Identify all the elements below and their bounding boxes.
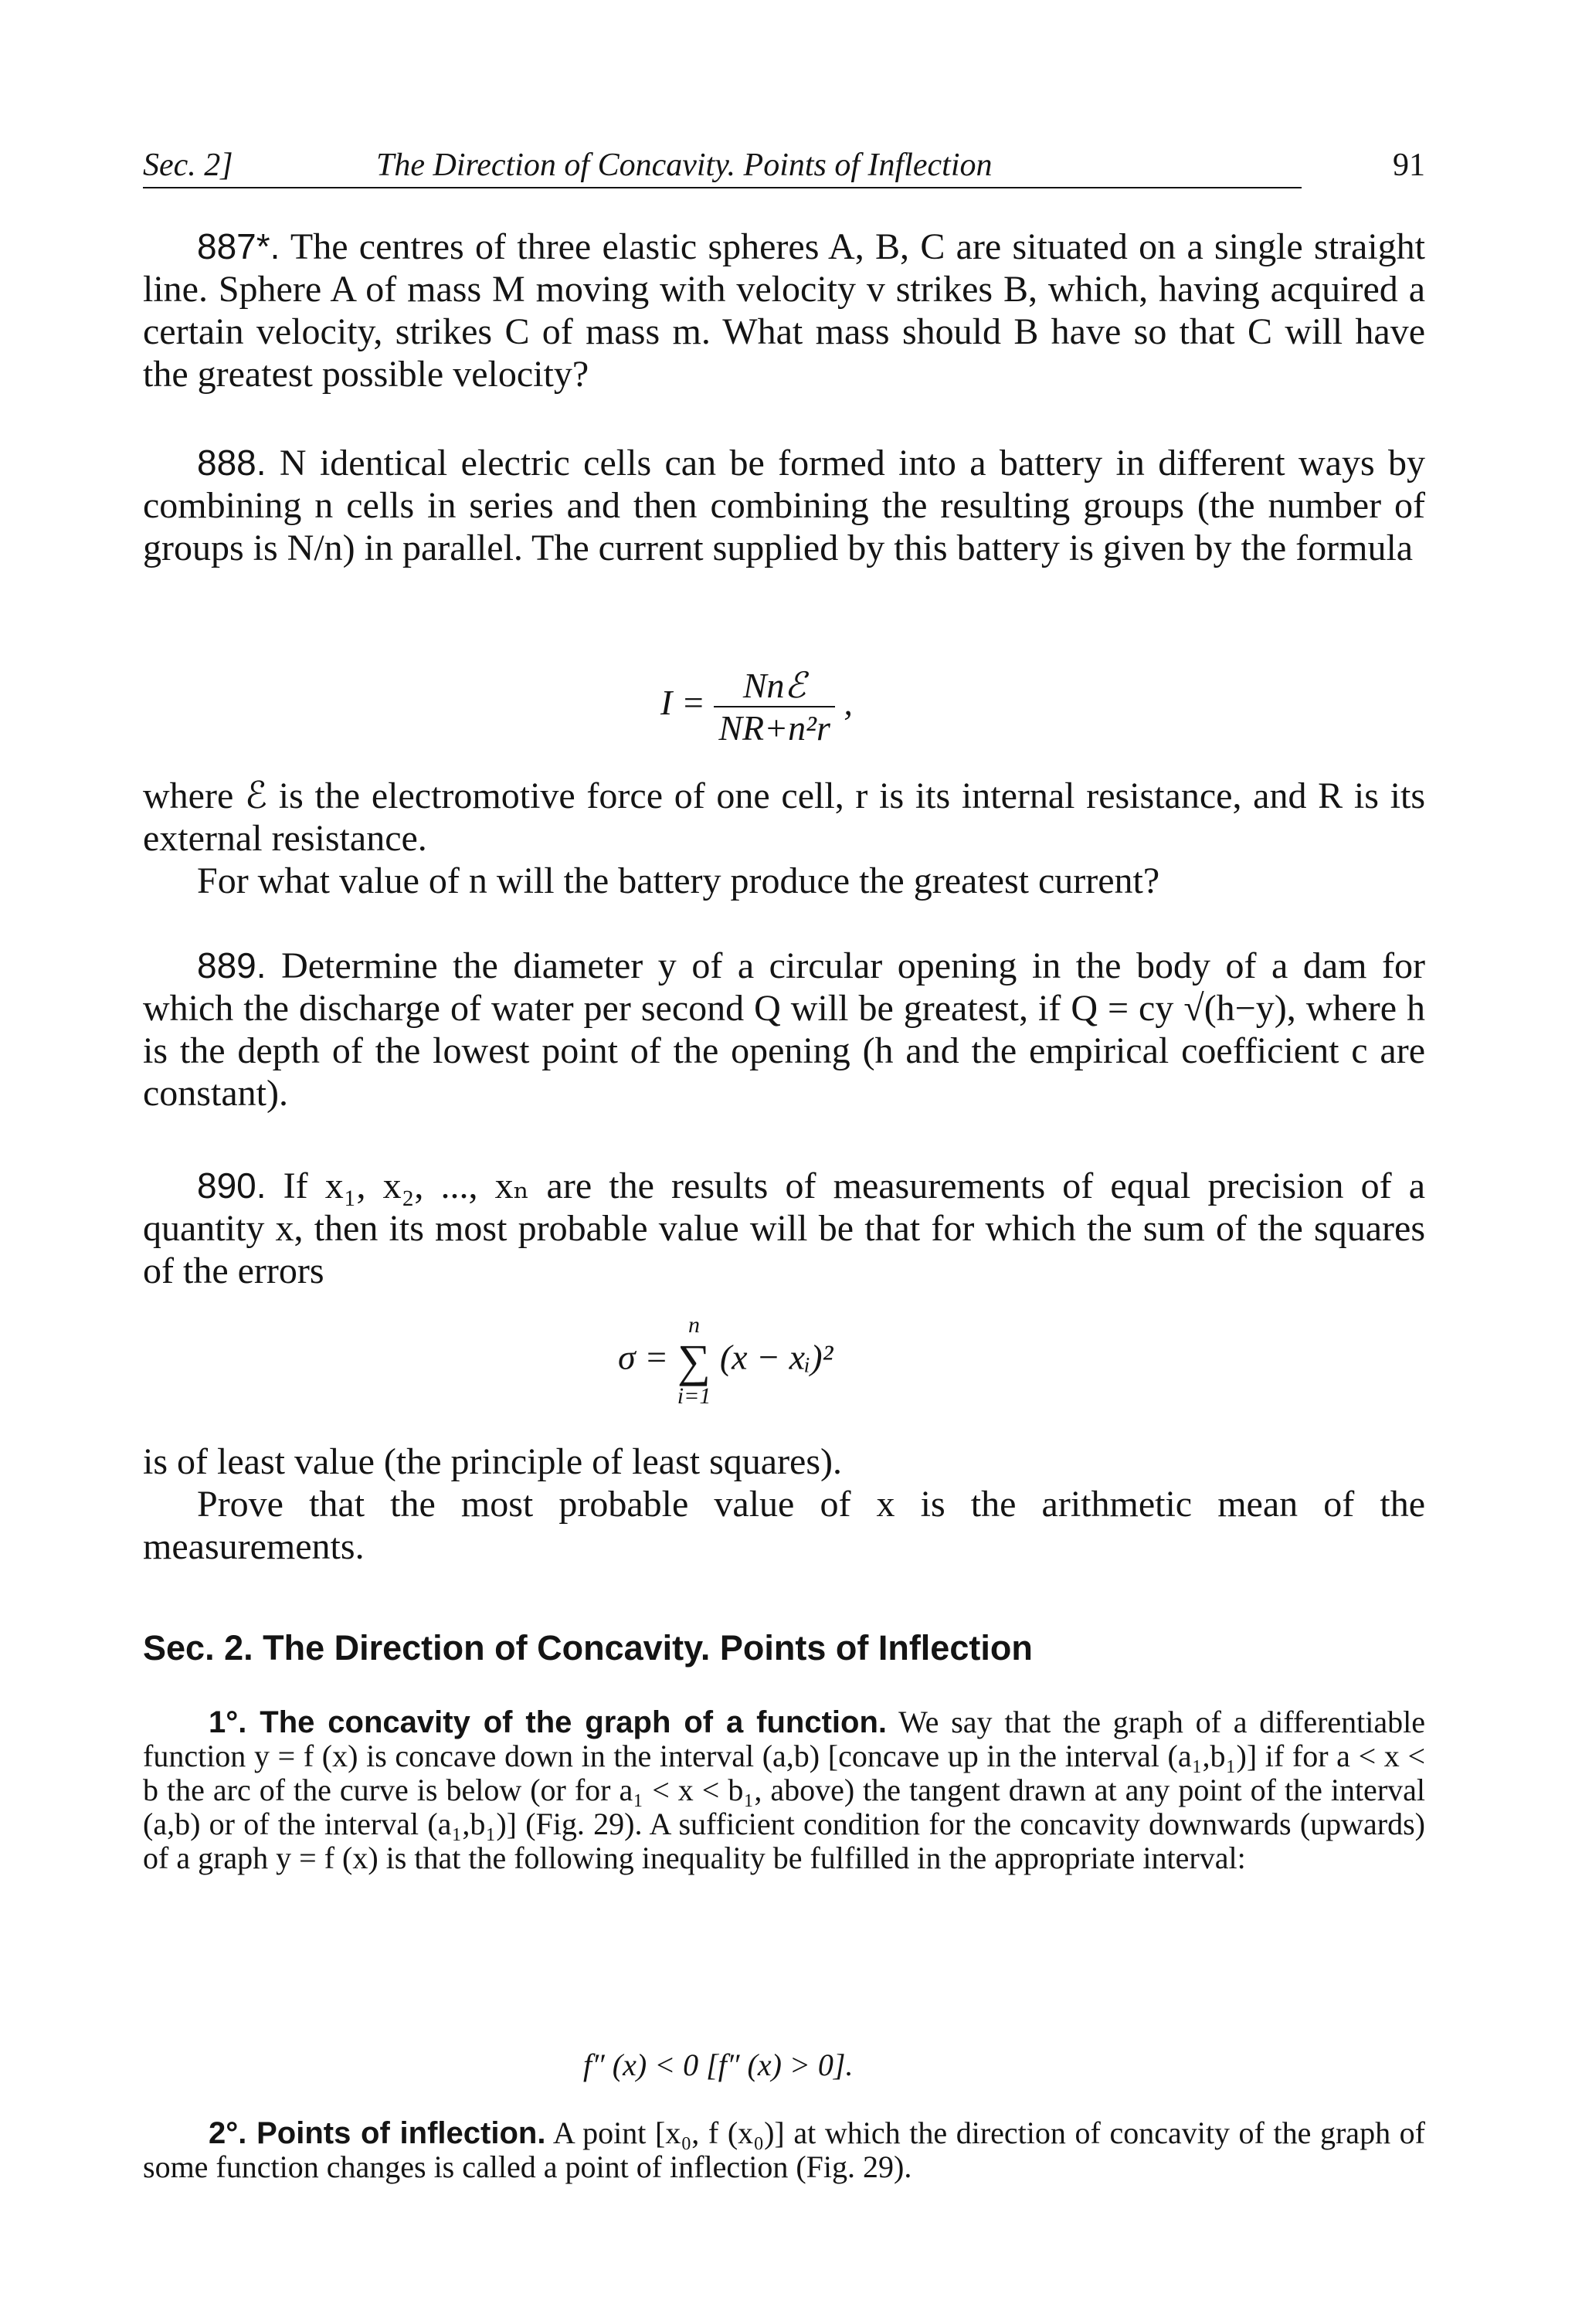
section-heading: Sec. 2. The Direction of Concavity. Points of Inflection	[143, 1628, 1033, 1668]
item-label: 1°. The concavity of the graph of a function.	[209, 1705, 888, 1739]
problem-number: 887*.	[197, 226, 280, 266]
item-label: 2°. Points of inflection.	[209, 2116, 546, 2150]
header-section: Sec. 2]	[143, 148, 233, 183]
problem-text: Prove that the most probable value of x is the arithmetic mean of the measurements.	[143, 1484, 1425, 1567]
least-squares-formula	[618, 1313, 833, 1409]
problem-890-question	[143, 1483, 1425, 1568]
sum-lower-limit: i=1	[677, 1383, 711, 1409]
sigma-symbol: ∑	[677, 1335, 711, 1386]
formula-numerator: Nnℰ	[714, 664, 835, 707]
concavity-condition-formula: f″ (x) < 0 [f″ (x) > 0].	[583, 2047, 854, 2082]
summation	[677, 1313, 711, 1409]
problem-number: 888.	[197, 443, 266, 483]
concavity-definition	[143, 1705, 1425, 1875]
header-title: The Direction of Concavity. Points of Inflection	[376, 148, 993, 183]
formula-fraction	[714, 664, 835, 748]
current-formula	[660, 664, 853, 748]
problem-text: where ℰ is the electromotive force of one cell, r is its internal resistance, and R is its external resistance.	[143, 775, 1425, 859]
header-rule	[143, 187, 1302, 188]
problem-890-continuation	[143, 1440, 1425, 1483]
problem-text: Determine the diameter y of a circular opening in the body of a dam for which the discharge of water per second Q will be greatest, if Q = cy √(h−y), where h is the depth of the lowest point of the opening (h and the empirical coefficient c are constant).	[143, 945, 1426, 1114]
problem-text: If x₁, x₂, ..., xₙ are the results of measurements of equal precision of a quantity x, then its most probable value will be that for which the sum of the squares of the errors	[143, 1165, 1426, 1291]
formula-tail: ,	[844, 683, 853, 723]
item-text: A point [x₀, f (x₀)] at which the direction of concavity of the graph of some function changes is called a point of inflection (Fig. 29).	[143, 2115, 1426, 2184]
page-number: 91	[1393, 148, 1425, 183]
problem-890	[143, 1165, 1425, 1292]
problem-text: The centres of three elastic spheres A, B, C are situated on a single straight line. Sphere A of mass M moving with velocity v strikes B, which, having acquired a certain velocity, strikes C of mass m. What mass should B have so that C will have the greatest possible velocity?	[143, 226, 1425, 395]
problem-888	[143, 442, 1425, 569]
problem-text: For what value of n will the battery produce the greatest current?	[197, 860, 1160, 901]
problem-text: N identical electric cells can be formed into a battery in different ways by combining n cells in series and then combining the resulting groups (the number of groups is N/n) in parallel. The current supplied by this battery is given by the formula	[143, 443, 1425, 568]
formula-denominator: NR+n²r	[718, 708, 830, 748]
problem-number: 889.	[197, 945, 266, 986]
problem-888-explanation	[143, 775, 1425, 860]
formula-body: (x − xᵢ)²	[719, 1337, 833, 1377]
problem-889	[143, 945, 1425, 1115]
inflection-definition	[143, 2116, 1425, 2184]
item-text: We say that the graph of a differentiable function y = f (x) is concave down in the interval (a,b) [concave up in the interval (a₁,b₁)] if for a < x < b the arc of the curve is below (or for a₁ < x < b₁, above) the tangent drawn at any point of the interval (a,b) or of the interval (a₁,b₁)] (Fig. 29). A sufficient condition for the concavity downwards (upwards) of a graph y = f (x) is that the following inequality be fulfilled in the appropriate interval:	[143, 1705, 1426, 1875]
problem-888-question	[143, 860, 1425, 902]
problem-text: is of least value (the principle of least squares).	[143, 1441, 843, 1482]
problem-number: 890.	[197, 1165, 266, 1206]
sum-upper-limit: n	[688, 1312, 701, 1338]
formula-lhs: σ =	[618, 1337, 669, 1377]
problem-887	[143, 226, 1425, 395]
formula-lhs: I =	[660, 683, 705, 723]
running-header	[143, 147, 1425, 187]
